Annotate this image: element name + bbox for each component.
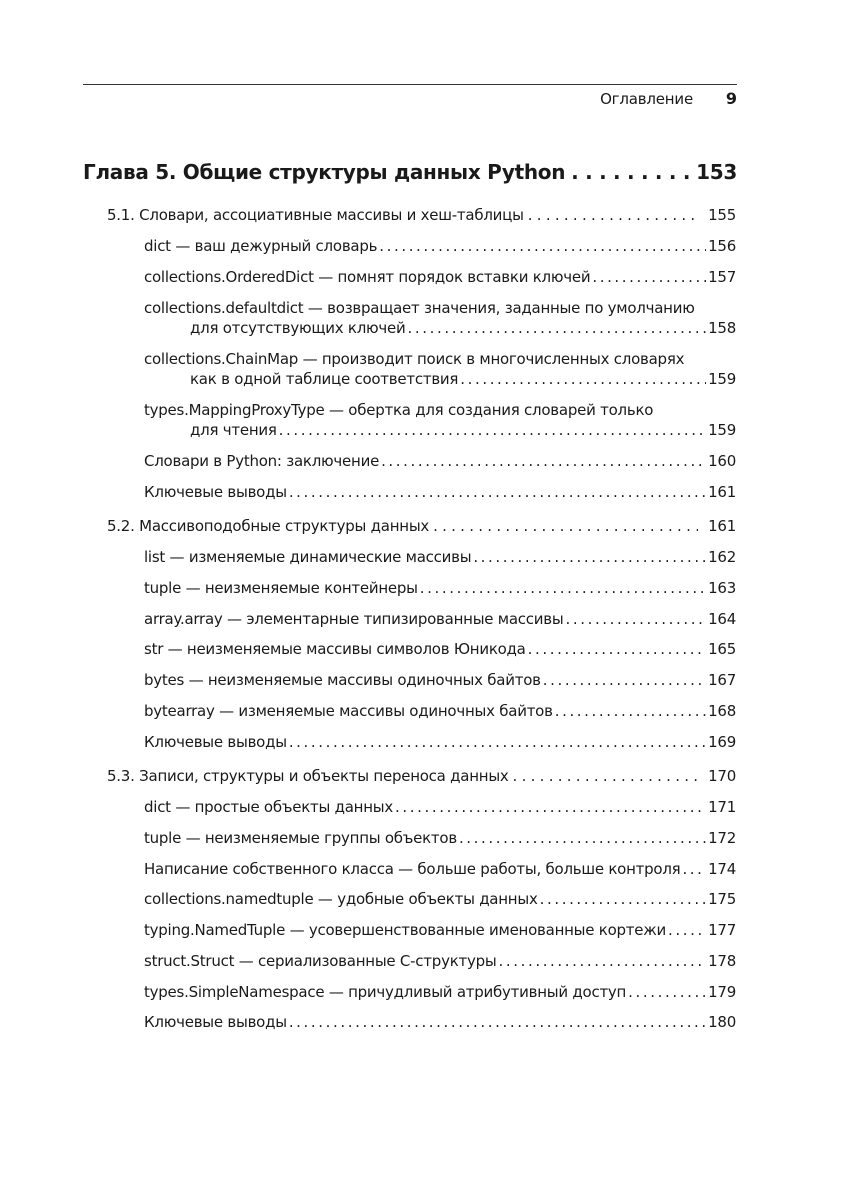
toc-entry-title: struct.Struct — сериализованные C-структуры bbox=[144, 952, 497, 970]
toc-entry-title: bytearray — изменяемые массивы одиночных байтов bbox=[144, 702, 553, 720]
toc-entry-title: typing.NamedTuple — усовершенствованные именованные кортежи bbox=[144, 921, 667, 939]
toc-entry[interactable] bbox=[144, 610, 736, 628]
toc-entry[interactable] bbox=[144, 829, 736, 847]
toc-entry[interactable] bbox=[144, 890, 736, 908]
dot-leaders bbox=[289, 483, 706, 501]
dot-leaders bbox=[381, 452, 706, 470]
toc-entry[interactable] bbox=[144, 733, 736, 751]
toc-page-number: 159 bbox=[708, 370, 736, 388]
dot-leaders bbox=[682, 860, 706, 878]
dot-leaders bbox=[433, 517, 698, 535]
dot-leaders bbox=[555, 702, 706, 720]
toc-page-number: 159 bbox=[708, 421, 736, 439]
dot-leaders bbox=[668, 921, 706, 939]
toc-entry[interactable] bbox=[144, 860, 736, 878]
toc-entry-title: collections.namedtuple — удобные объекты данных bbox=[144, 890, 538, 908]
toc-page-number: 161 bbox=[708, 483, 736, 501]
dot-leaders bbox=[473, 548, 706, 566]
toc-page-number: 160 bbox=[708, 452, 736, 470]
dot-leaders bbox=[459, 829, 706, 847]
toc-entry[interactable] bbox=[144, 640, 736, 658]
toc-entry[interactable] bbox=[144, 548, 736, 566]
toc-page-number: 170 bbox=[708, 767, 736, 785]
toc-entry[interactable] bbox=[144, 671, 736, 689]
toc-section-5-2[interactable] bbox=[107, 517, 736, 535]
dot-leaders bbox=[540, 890, 707, 908]
toc-entry[interactable] bbox=[190, 370, 736, 388]
toc-entry-title: dict — простые объекты данных bbox=[144, 798, 393, 816]
toc-entry-title: tuple — неизменяемые контейнеры bbox=[144, 579, 418, 597]
toc-entry-title: 5.3. Записи, структуры и объекты переноса данных bbox=[107, 767, 509, 785]
toc-entry-title: array.array — элементарные типизированные массивы bbox=[144, 610, 564, 628]
toc-section-5-1[interactable] bbox=[107, 206, 736, 224]
dot-leaders bbox=[395, 798, 706, 816]
dot-leaders bbox=[279, 421, 706, 439]
toc-page-number: 163 bbox=[708, 579, 736, 597]
chapter-heading[interactable] bbox=[83, 160, 737, 186]
dot-leaders bbox=[513, 767, 699, 785]
toc-entry-title: bytes — неизменяемые массивы одиночных байтов bbox=[144, 671, 541, 689]
toc-entry-title: Написание собственного класса — больше работы, больше контроля bbox=[144, 860, 681, 878]
toc-page-number: 175 bbox=[708, 890, 736, 908]
chapter-title: Глава 5. Общие структуры данных Python bbox=[83, 160, 566, 184]
toc-entry-title: dict — ваш дежурный словарь bbox=[144, 237, 378, 255]
running-header-title: Оглавление bbox=[600, 90, 693, 108]
toc-page-number: 167 bbox=[708, 671, 736, 689]
dot-leaders bbox=[289, 733, 706, 751]
dot-leaders bbox=[565, 610, 706, 628]
toc-entry-title: 5.2. Массивоподобные структуры данных bbox=[107, 517, 430, 535]
dot-leaders bbox=[543, 671, 706, 689]
toc-page-number: 168 bbox=[708, 702, 736, 720]
toc-page-number: 165 bbox=[708, 640, 736, 658]
toc-entry-title: для отсутствующих ключей bbox=[190, 319, 406, 337]
toc-entry-title: Ключевые выводы bbox=[144, 733, 287, 751]
dot-leaders bbox=[460, 370, 706, 388]
toc-entry-title: Ключевые выводы bbox=[144, 483, 287, 501]
toc-page-number: 174 bbox=[708, 860, 736, 878]
toc-entry[interactable] bbox=[144, 983, 736, 1001]
toc-page-number: 172 bbox=[708, 829, 736, 847]
dot-leaders bbox=[289, 1013, 706, 1031]
running-header-page-number: 9 bbox=[725, 89, 737, 108]
toc-entry-title: как в одной таблице соответствия bbox=[190, 370, 459, 388]
chapter-page-number: 153 bbox=[696, 160, 737, 184]
toc-entry-title: для чтения bbox=[190, 421, 277, 439]
toc-entry[interactable] bbox=[144, 798, 736, 816]
toc-page-number: 161 bbox=[708, 517, 736, 535]
dot-leaders bbox=[379, 237, 706, 255]
toc-entry-title: Словари в Python: заключение bbox=[144, 452, 380, 470]
dot-leaders bbox=[528, 206, 698, 224]
toc-page-number: 171 bbox=[708, 798, 736, 816]
toc-page-number: 162 bbox=[708, 548, 736, 566]
toc-entry-title: types.SimpleNamespace — причудливый атрибутивный доступ bbox=[144, 983, 627, 1001]
toc-page-number: 155 bbox=[708, 206, 736, 224]
toc-entry[interactable] bbox=[144, 452, 736, 470]
toc-entry-first-line[interactable]: collections.defaultdict — возвращает значения, заданные по умолчанию bbox=[144, 299, 695, 317]
toc-page-number: 177 bbox=[708, 921, 736, 939]
toc-entry[interactable] bbox=[144, 702, 736, 720]
dot-leaders bbox=[592, 268, 706, 286]
toc-page-number: 179 bbox=[708, 983, 736, 1001]
toc-entry[interactable] bbox=[144, 1013, 736, 1031]
toc-page-number: 169 bbox=[708, 733, 736, 751]
toc-page-number: 157 bbox=[708, 268, 736, 286]
toc-entry-title: collections.OrderedDict — помнят порядок вставки ключей bbox=[144, 268, 591, 286]
toc-page-number: 158 bbox=[708, 319, 736, 337]
toc-entry-title: tuple — неизменяемые группы объектов bbox=[144, 829, 457, 847]
dot-leaders bbox=[498, 952, 706, 970]
toc-entry[interactable] bbox=[144, 579, 736, 597]
toc-entry-title: 5.1. Словари, ассоциативные массивы и хеш-таблицы bbox=[107, 206, 524, 224]
toc-entry[interactable] bbox=[144, 483, 736, 501]
toc-page-number: 156 bbox=[708, 237, 736, 255]
toc-page-number: 178 bbox=[708, 952, 736, 970]
dot-leaders bbox=[420, 579, 706, 597]
toc-entry[interactable] bbox=[190, 319, 736, 337]
toc-entry-first-line[interactable]: types.MappingProxyType — обертка для создания словарей только bbox=[144, 401, 654, 419]
header-rule bbox=[83, 84, 737, 85]
dot-leaders bbox=[408, 319, 707, 337]
toc-entry-title: Ключевые выводы bbox=[144, 1013, 287, 1031]
toc-section-5-3[interactable] bbox=[107, 767, 736, 785]
toc-entry-first-line[interactable]: collections.ChainMap — производит поиск в многочисленных словарях bbox=[144, 350, 685, 368]
toc-entry[interactable] bbox=[144, 952, 736, 970]
dot-leaders bbox=[571, 160, 690, 184]
toc-page-number: 180 bbox=[708, 1013, 736, 1031]
toc-entry-title: list — изменяемые динамические массивы bbox=[144, 548, 472, 566]
toc-entry[interactable] bbox=[144, 237, 736, 255]
running-header bbox=[83, 90, 737, 110]
toc-entry[interactable] bbox=[144, 268, 736, 286]
dot-leaders bbox=[528, 640, 706, 658]
toc-page-number: 164 bbox=[708, 610, 736, 628]
dot-leaders bbox=[628, 983, 706, 1001]
toc-entry[interactable] bbox=[144, 921, 736, 939]
toc-entry-title: str — неизменяемые массивы символов Юникода bbox=[144, 640, 526, 658]
toc-entry[interactable] bbox=[190, 421, 736, 439]
